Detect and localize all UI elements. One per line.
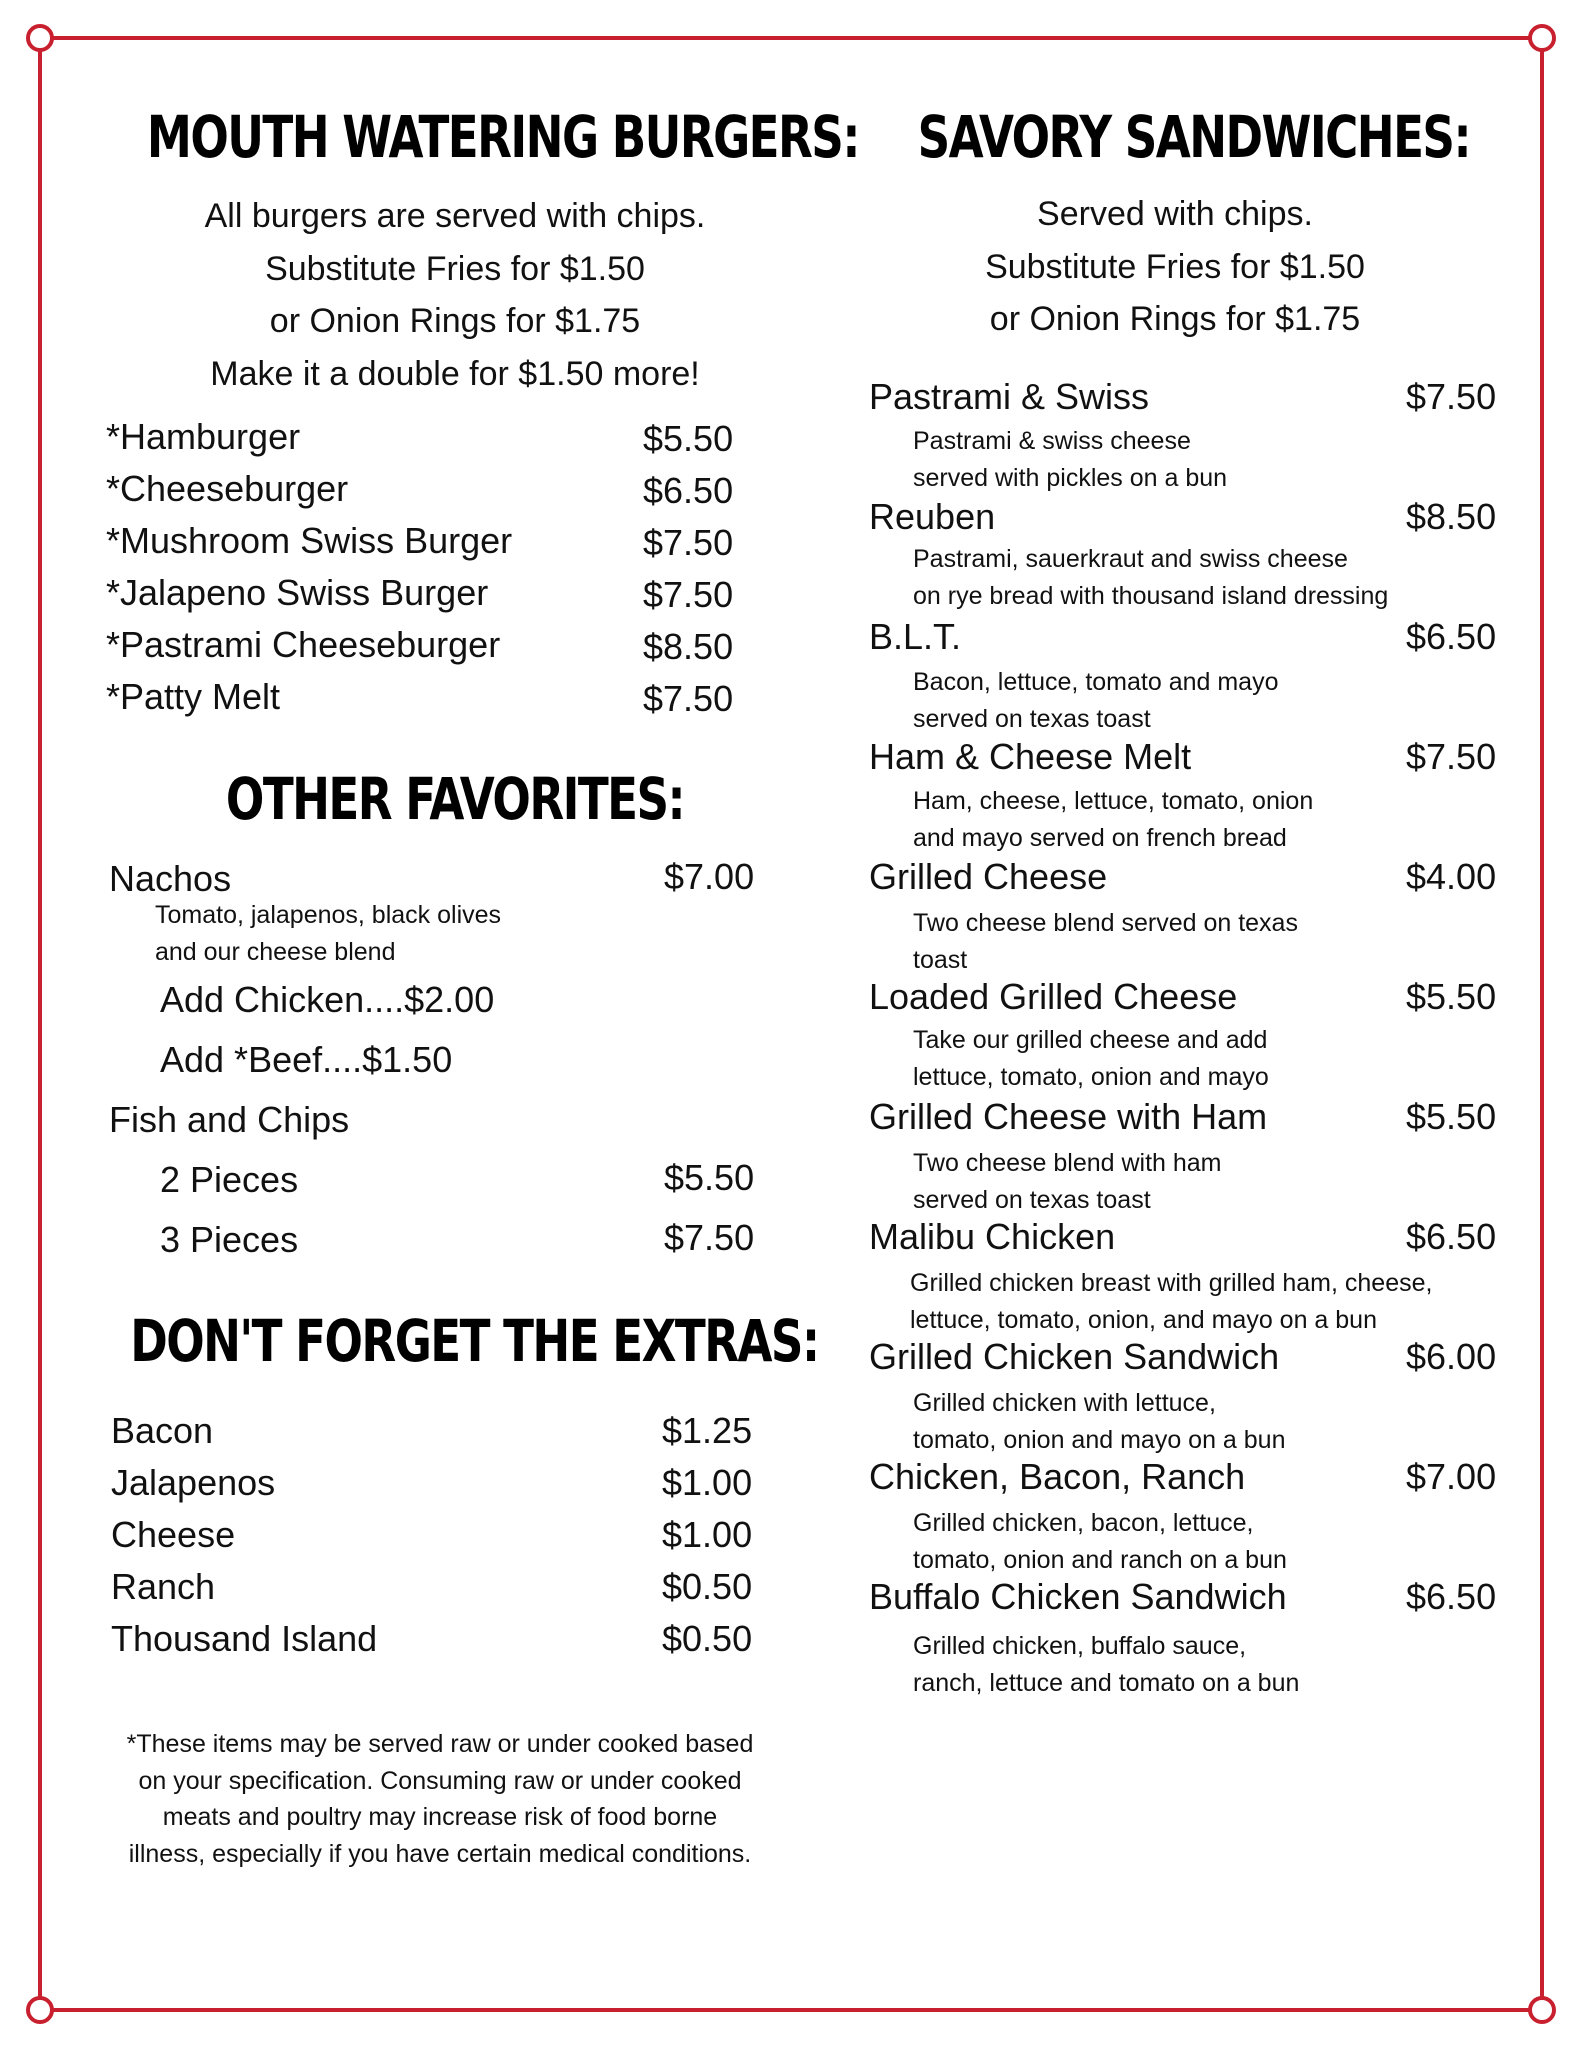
burger-item-price: $7.50	[643, 678, 734, 719]
extra-item-price: $1.00	[662, 1514, 753, 1555]
burgers-note: Substitute Fries for $1.50	[265, 249, 645, 288]
sandwich-item-price: $6.00	[1406, 1336, 1497, 1377]
burgers-note: or Onion Rings for $1.75	[269, 302, 641, 340]
frame-border-top	[40, 36, 1542, 40]
corner-ring-icon	[1528, 24, 1556, 52]
sandwich-item-name: Grilled Cheese with Ham	[869, 1096, 1268, 1137]
sandwich-desc-line: served on texas toast	[913, 704, 1151, 733]
sandwiches-note: or Onion Rings for $1.75	[989, 300, 1361, 338]
sandwich-item-name: Chicken, Bacon, Ranch	[869, 1456, 1246, 1497]
burger-item-price: $6.50	[643, 470, 734, 511]
sandwich-item-name: Grilled Cheese	[869, 856, 1108, 897]
favorites-heading: OTHER FAVORITES:	[225, 765, 685, 833]
sandwich-item-name: Ham & Cheese Melt	[869, 736, 1192, 777]
extra-item-price: $0.50	[662, 1618, 753, 1659]
sandwiches-heading: SAVORY SANDWICHES:	[917, 103, 1470, 171]
sandwich-desc-line: Take our grilled cheese and add	[913, 1026, 1268, 1054]
sandwich-item-price: $6.50	[1406, 1576, 1497, 1617]
sandwich-item-description	[913, 541, 1388, 614]
sandwich-desc-line: Grilled chicken with lettuce,	[913, 1389, 1216, 1417]
fish-option-name: 3 Pieces	[160, 1219, 299, 1260]
corner-ring-icon	[1528, 1996, 1556, 2024]
sandwich-desc-line: lettuce, tomato, onion, and mayo on a bun	[910, 1305, 1377, 1334]
sandwiches-notes	[845, 188, 1505, 346]
nachos-addon: Add *Beef....$1.50	[160, 1039, 453, 1080]
sandwich-item-description	[913, 1628, 1299, 1701]
nachos-desc-line: Tomato, jalapenos, black olives	[155, 901, 502, 929]
burgers-notes	[60, 190, 850, 400]
sandwich-desc-line: Pastrami & swiss cheese	[913, 427, 1191, 455]
sandwich-item-description	[913, 1145, 1222, 1218]
sandwich-item-description	[913, 1022, 1269, 1095]
sandwich-item-price: $6.50	[1406, 616, 1497, 657]
nachos-addon: Add Chicken....$2.00	[160, 979, 495, 1020]
sandwich-desc-line: Grilled chicken, bacon, lettuce,	[913, 1509, 1254, 1537]
sandwich-item-name: Pastrami & Swiss	[869, 376, 1150, 417]
corner-ring-icon	[26, 1996, 54, 2024]
extra-item-price: $0.50	[662, 1566, 753, 1607]
fish-and-chips-name: Fish and Chips	[109, 1099, 350, 1140]
nachos-description	[155, 897, 501, 970]
sandwich-desc-line: toast	[913, 945, 968, 974]
sandwich-item-price: $7.00	[1406, 1456, 1497, 1497]
frame-border-left	[38, 40, 42, 2010]
burger-item-name: *Patty Melt	[106, 676, 281, 717]
extra-item-name: Ranch	[111, 1566, 216, 1607]
nachos-name: Nachos	[109, 858, 232, 899]
disclaimer-line: *These items may be served raw or under cooked based	[126, 1730, 754, 1758]
sandwich-item-name: B.L.T.	[869, 616, 962, 657]
fish-option-price: $7.50	[664, 1217, 755, 1258]
sandwich-item-name: Buffalo Chicken Sandwich	[869, 1576, 1287, 1617]
extra-item-name: Jalapenos	[111, 1462, 276, 1503]
sandwich-desc-line: Two cheese blend served on texas	[913, 909, 1298, 937]
sandwich-item-price: $5.50	[1406, 1096, 1497, 1137]
sandwich-item-price: $6.50	[1406, 1216, 1497, 1257]
sandwiches-note: Substitute Fries for $1.50	[985, 247, 1365, 286]
sandwich-item-price: $8.50	[1406, 496, 1497, 537]
sandwich-desc-line: served with pickles on a bun	[913, 463, 1228, 492]
sandwich-item-description	[913, 783, 1313, 856]
sandwich-desc-line: served on texas toast	[913, 1185, 1151, 1214]
sandwich-item-description	[913, 664, 1279, 737]
sandwiches-note: Served with chips.	[1037, 195, 1313, 233]
sandwich-item-price: $7.50	[1406, 376, 1497, 417]
sandwich-item-description	[913, 1385, 1286, 1458]
sandwich-desc-line: ranch, lettuce and tomato on a bun	[913, 1668, 1300, 1697]
nachos-desc-line: and our cheese blend	[155, 937, 396, 966]
corner-ring-icon	[26, 24, 54, 52]
disclaimer-line: meats and poultry may increase risk of food borne	[162, 1803, 718, 1831]
sandwich-item-name: Reuben	[869, 496, 996, 537]
fish-option-name: 2 Pieces	[160, 1159, 299, 1200]
sandwich-desc-line: Two cheese blend with ham	[913, 1149, 1222, 1177]
sandwich-desc-line: tomato, onion and mayo on a bun	[913, 1425, 1286, 1454]
burger-item-name: *Jalapeno Swiss Burger	[106, 572, 489, 613]
extra-item-name: Cheese	[111, 1514, 236, 1555]
burgers-heading: MOUTH WATERING BURGERS:	[146, 103, 859, 171]
frame-border-right	[1540, 40, 1544, 2010]
sandwich-desc-line: Grilled chicken, buffalo sauce,	[913, 1632, 1247, 1660]
extras-heading: DON'T FORGET THE EXTRAS:	[130, 1307, 819, 1375]
burger-item-name: *Cheeseburger	[106, 468, 349, 509]
nachos-price: $7.00	[664, 856, 755, 897]
sandwich-desc-line: on rye bread with thousand island dressing	[913, 581, 1389, 610]
sandwich-item-price: $4.00	[1406, 856, 1497, 897]
fish-option-price: $5.50	[664, 1157, 755, 1198]
sandwich-item-description	[910, 1265, 1432, 1338]
extra-item-price: $1.00	[662, 1462, 753, 1503]
burger-item-price: $5.50	[643, 418, 734, 459]
sandwich-item-description	[913, 423, 1227, 496]
sandwich-item-name: Loaded Grilled Cheese	[869, 976, 1238, 1017]
extra-item-name: Bacon	[111, 1410, 214, 1451]
sandwich-desc-line: and mayo served on french bread	[913, 823, 1287, 852]
burgers-note: All burgers are served with chips.	[204, 197, 706, 235]
extra-item-name: Thousand Island	[111, 1618, 378, 1659]
extra-item-price: $1.25	[662, 1410, 753, 1451]
burger-item-price: $7.50	[643, 574, 734, 615]
raw-food-disclaimer	[60, 1726, 820, 1872]
sandwich-item-description	[913, 905, 1298, 978]
sandwich-item-price: $5.50	[1406, 976, 1497, 1017]
burger-item-name: *Mushroom Swiss Burger	[106, 520, 513, 561]
sandwich-item-name: Grilled Chicken Sandwich	[869, 1336, 1280, 1377]
sandwich-desc-line: Ham, cheese, lettuce, tomato, onion	[913, 787, 1314, 815]
disclaimer-line: illness, especially if you have certain medical conditions.	[128, 1839, 752, 1868]
sandwich-item-name: Malibu Chicken	[869, 1216, 1116, 1257]
burger-item-price: $7.50	[643, 522, 734, 563]
frame-border-bottom	[40, 2008, 1542, 2012]
sandwich-item-description	[913, 1505, 1287, 1578]
sandwich-desc-line: lettuce, tomato, onion and mayo	[913, 1062, 1269, 1091]
sandwich-desc-line: Pastrami, sauerkraut and swiss cheese	[913, 545, 1348, 573]
sandwich-desc-line: Grilled chicken breast with grilled ham, cheese,	[910, 1269, 1433, 1297]
disclaimer-line: on your specification. Consuming raw or under cooked	[138, 1766, 742, 1795]
burgers-note: Make it a double for $1.50 more!	[210, 354, 700, 393]
sandwich-desc-line: tomato, onion and ranch on a bun	[913, 1545, 1287, 1574]
burger-item-price: $8.50	[643, 626, 734, 667]
sandwich-item-price: $7.50	[1406, 736, 1497, 777]
sandwich-desc-line: Bacon, lettuce, tomato and mayo	[913, 668, 1279, 696]
burger-item-name: *Hamburger	[106, 416, 301, 457]
burger-item-name: *Pastrami Cheeseburger	[106, 624, 501, 665]
